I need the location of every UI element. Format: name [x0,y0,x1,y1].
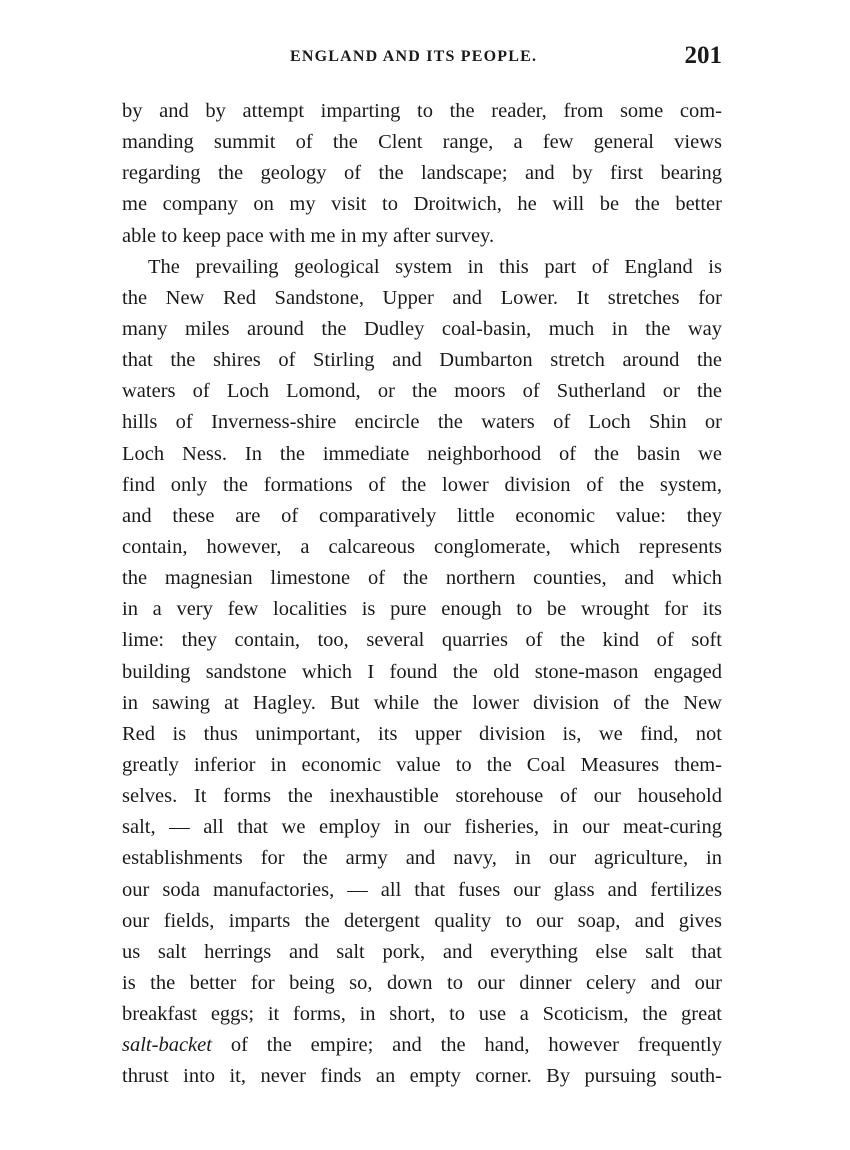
text-line: Red is thus unimportant, its upper division is, we find, not [122,722,722,745]
running-head [122,42,722,82]
italic-term: salt-backet [122,1034,212,1057]
body-text [122,96,722,1093]
text-line: regarding the geology of the landscape; and by first bearing [122,162,722,185]
text-line: The prevailing geological system in this part of England is [148,255,722,278]
text-run: of the empire; and the hand, however frequently [211,1034,722,1057]
text-line: our soda manufactories, — all that fuses our glass and fertilizes [122,878,722,901]
text-line: and these are of comparatively little economic value: they [122,504,722,527]
text-line: find only the formations of the lower division of the system, [122,473,722,496]
text-line: establishments for the army and navy, in our agriculture, in [122,847,722,870]
text-line-with-italic [122,1030,722,1061]
text-line: greatly inferior in economic value to the Coal Measures them- [122,753,722,776]
text-line: building sandstone which I found the old stone-mason engaged [122,660,722,683]
text-line: the New Red Sandstone, Upper and Lower. It stretches for [122,286,722,309]
text-line: that the shires of Stirling and Dumbarton stretch around the [122,349,722,372]
text-line: waters of Loch Lomond, or the moors of Sutherland or the [122,380,722,403]
running-title: ENGLAND AND ITS PEOPLE. [290,48,538,65]
text-line: me company on my visit to Droitwich, he will be the better [122,193,722,216]
page-number: 201 [684,42,722,69]
text-line: thrust into it, never finds an empty corner. By pursuing south- [122,1065,722,1088]
text-line: lime: they contain, too, several quarries of the kind of soft [122,629,722,652]
text-line: manding summit of the Clent range, a few general views [122,131,722,154]
text-line: breakfast eggs; it forms, in short, to use a Scoticism, the great [122,1003,722,1026]
text-line: in a very few localities is pure enough to be wrought for its [122,598,722,621]
text-line: Loch Ness. In the immediate neighborhood of the basin we [122,442,722,465]
text-line: selves. It forms the inexhaustible storehouse of our household [122,785,722,808]
text-line: contain, however, a calcareous conglomerate, which represents [122,535,722,558]
text-line: many miles around the Dudley coal-basin, much in the way [122,317,722,340]
text-line: our fields, imparts the detergent quality to our soap, and gives [122,909,722,932]
text-line: able to keep pace with me in my after survey. [122,224,495,247]
text-line: salt, — all that we employ in our fisheries, in our meat-curing [122,816,722,839]
text-line: hills of Inverness-shire encircle the waters of Loch Shin or [122,411,722,434]
text-line: in sawing at Hagley. But while the lower division of the New [122,691,722,714]
text-line: by and by attempt imparting to the reader, from some com- [122,100,722,122]
text-line: is the better for being so, down to our dinner celery and our [122,971,722,994]
text-line: us salt herrings and salt pork, and everything else salt that [122,940,722,963]
text-line: the magnesian limestone of the northern counties, and which [122,567,722,590]
